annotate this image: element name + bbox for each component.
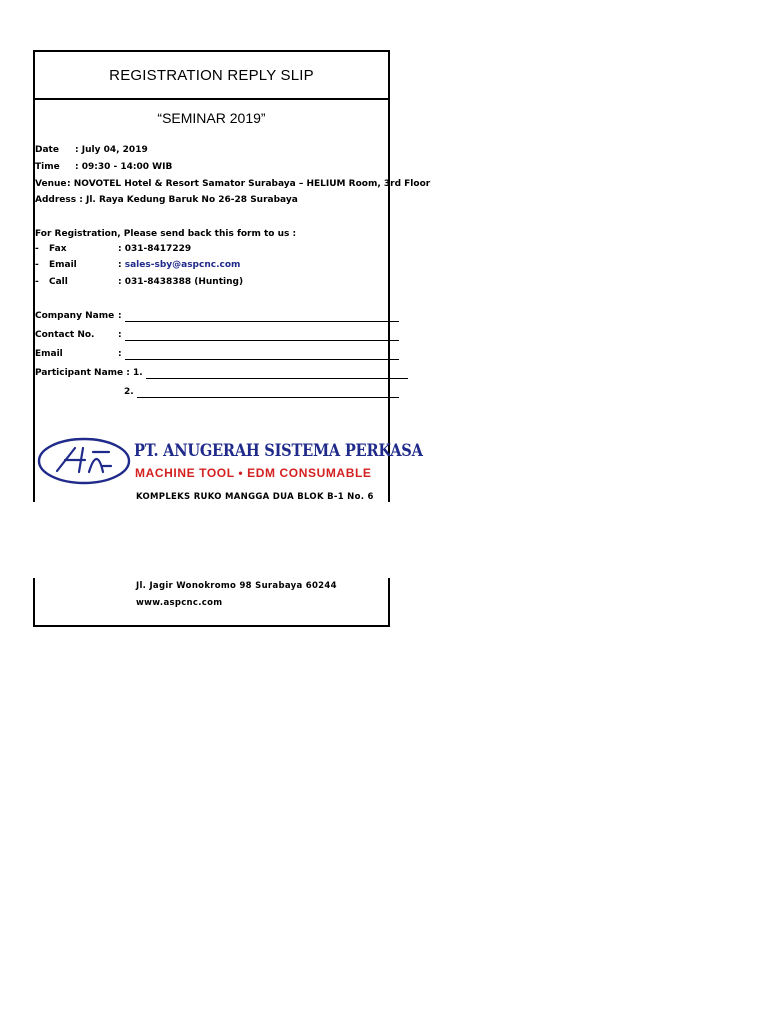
contact-no-line[interactable] xyxy=(125,331,399,341)
detail-address: Address : Jl. Raya Kedung Baruk No 26-28 Surabaya xyxy=(35,195,298,205)
field-company-name: Company Name : xyxy=(35,311,399,322)
field-contact-no: Contact No. : xyxy=(35,330,399,341)
registration-slip xyxy=(33,50,431,502)
contact-call: - Call : 031-8438388 (Hunting) xyxy=(35,277,244,287)
company-address-1: KOMPLEKS RUKO MANGGA DUA BLOK B-1 No. 6 xyxy=(136,492,374,502)
participant-2-line[interactable] xyxy=(137,388,399,398)
company-address-2: Jl. Jagir Wonokromo 98 Surabaya 60244 xyxy=(136,581,337,591)
detail-time: Time : 09:30 - 14:00 WIB xyxy=(35,162,173,172)
registration-slip-bottom xyxy=(33,578,390,627)
email-link[interactable]: sales-sby@aspcnc.com xyxy=(124,260,241,270)
detail-venue: Venue: NOVOTEL Hotel & Resort Samator Surabaya – HELIUM Room, 3rd Floor xyxy=(35,179,431,189)
participant-1-line[interactable] xyxy=(146,369,408,379)
seminar-title: “SEMINAR 2019” xyxy=(157,110,266,126)
contact-email: - Email : sales-sby@aspcnc.com xyxy=(35,260,241,270)
company-name-line[interactable] xyxy=(125,312,399,322)
company-name: PT. ANUGERAH SISTEMA PERKASA xyxy=(134,441,423,461)
registration-intro: For Registration, Please send back this form to us : xyxy=(35,229,297,239)
company-website[interactable]: www.aspcnc.com xyxy=(136,598,223,608)
email-line[interactable] xyxy=(125,350,399,360)
field-participant-1: Participant Name : 1. xyxy=(35,368,408,379)
field-email: Email : xyxy=(35,349,399,360)
contact-fax: - Fax : 031-8417229 xyxy=(35,244,192,254)
detail-date: Date : July 04, 2019 xyxy=(35,145,148,155)
company-tagline: MACHINE TOOL • EDM CONSUMABLE xyxy=(135,466,372,480)
company-logo-icon xyxy=(37,436,131,486)
slip-title: REGISTRATION REPLY SLIP xyxy=(35,52,388,100)
field-participant-2: 2. xyxy=(124,387,399,398)
